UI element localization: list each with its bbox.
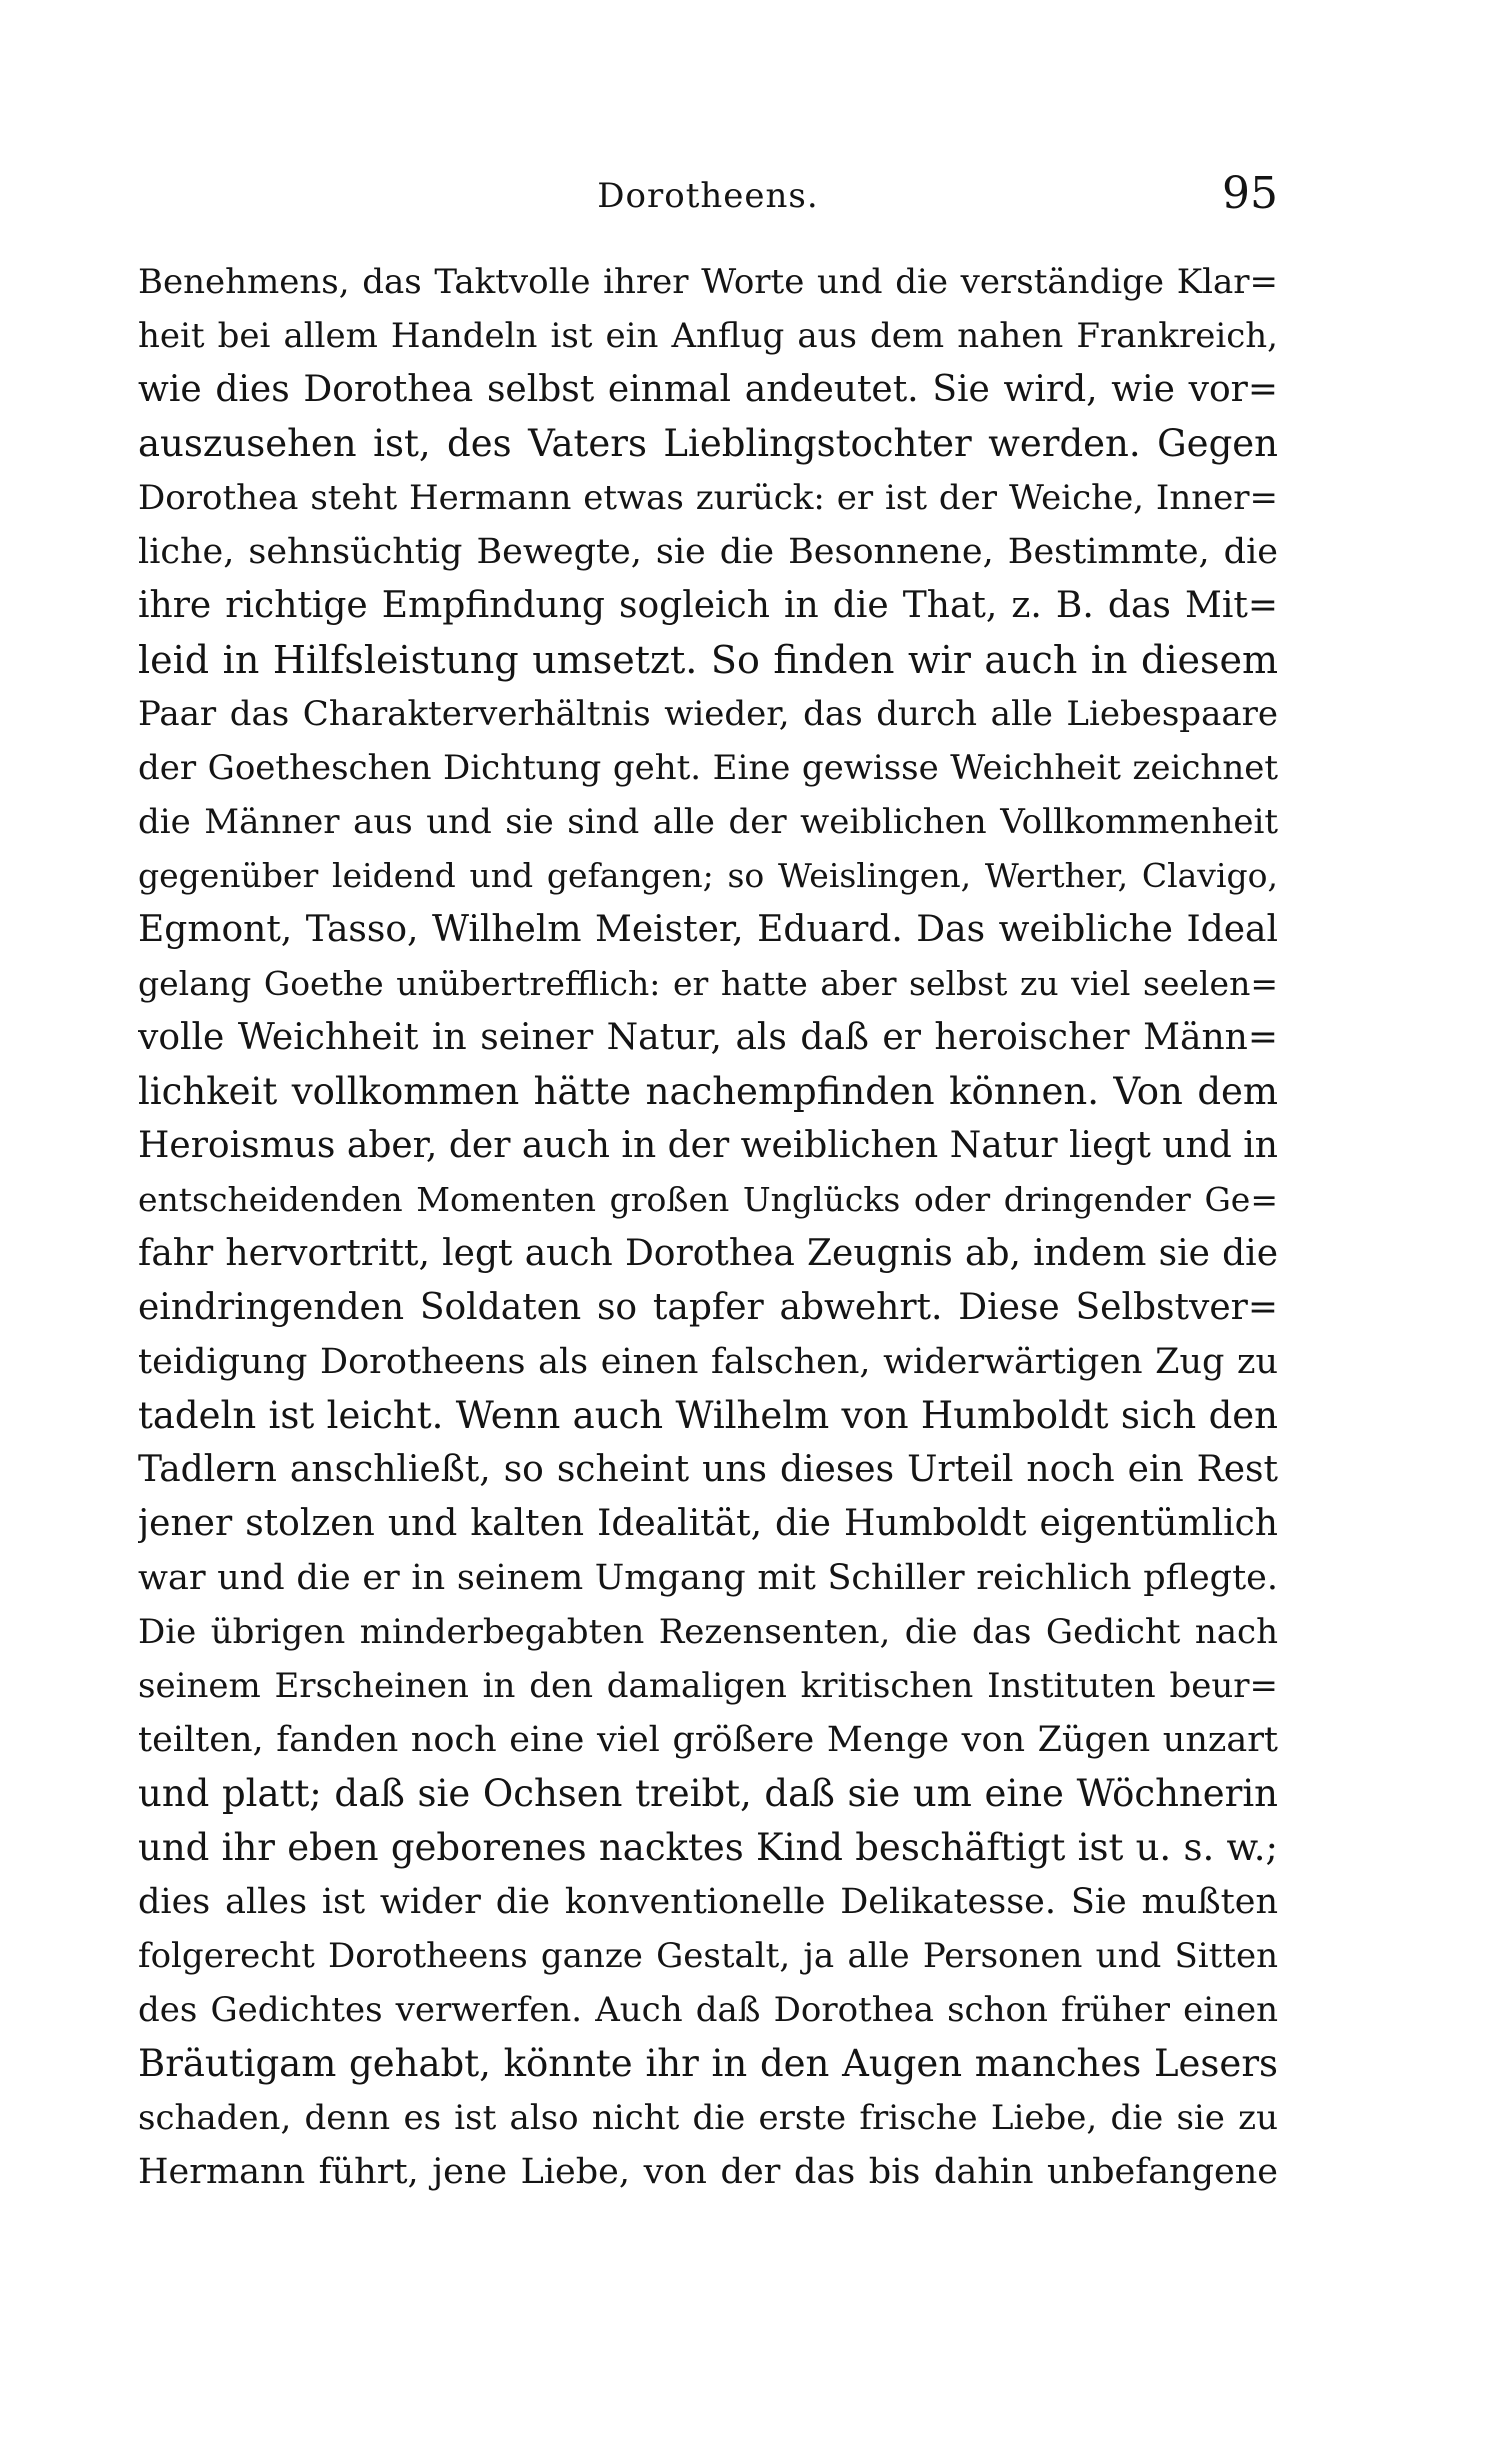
page-header [138,168,1278,228]
text-line: Tadlern anschließt, so scheint uns dieses Urteil noch ein Rest [138,1449,1278,1490]
text-line: Benehmens, das Taktvolle ihrer Worte und die verständige Klar= [138,262,1278,302]
text-line: Dorothea steht Hermann etwas zurück: er ist der Weiche, Inner= [138,478,1278,518]
text-line: und platt; daß sie Ochsen treibt, daß sie um eine Wöchnerin [138,1772,1278,1815]
text-line: teidigung Dorotheens als einen falschen, widerwärtigen Zug zu [138,1342,1278,1382]
running-head: Dorotheens. [597,176,819,216]
text-line: Egmont, Tasso, Wilhelm Meister, Eduard. Das weibliche Ideal [138,909,1278,950]
text-line: volle Weichheit in seiner Natur, als daß er heroischer Männ= [138,1017,1278,1058]
text-line: seinem Erscheinen in den damaligen kritischen Instituten beur= [138,1666,1278,1706]
text-line: liche, sehnsüchtig Bewegte, sie die Besonnene, Bestimmte, die [138,532,1278,572]
text-line: entscheidenden Momenten großen Unglücks oder dringender Ge= [138,1180,1278,1219]
text-line: der Goetheschen Dichtung geht. Eine gewisse Weichheit zeichnet [138,748,1278,788]
text-line: jener stolzen und kalten Idealität, die Humboldt eigentümlich [138,1503,1278,1544]
text-line: und ihr eben geborenes nacktes Kind beschäftigt ist u. s. w.; [138,1826,1278,1869]
text-line: Hermann führt, jene Liebe, von der das bis dahin unbefangene [138,2152,1278,2192]
text-line: Bräutigam gehabt, könnte ihr in den Augen manches Lesers [138,2042,1278,2085]
text-line: Die übrigen minderbegabten Rezensenten, die das Gedicht nach [138,1612,1278,1652]
text-line: wie dies Dorothea selbst einmal andeutet. Sie wird, wie vor= [138,369,1278,410]
text-line: eindringenden Soldaten so tapfer abwehrt. Diese Selbstver= [138,1287,1278,1328]
text-line: leid in Hilfsleistung umsetzt. So finden wir auch in diesem [138,638,1278,682]
text-line: auszusehen ist, des Vaters Lieblingstochter werden. Gegen [138,422,1278,465]
text-line: heit bei allem Handeln ist ein Anflug aus dem nahen Frankreich, [138,316,1278,356]
body-text [138,255,1278,2199]
text-line: schaden, denn es ist also nicht die erste frische Liebe, die sie zu [138,2098,1278,2138]
page-number: 95 [1222,168,1278,219]
text-line: teilten, fanden noch eine viel größere Menge von Zügen unzart [138,1720,1278,1760]
text-line: lichkeit vollkommen hätte nachempfinden können. Von dem [138,1070,1278,1113]
text-line: war und die er in seinem Umgang mit Schiller reichlich pflegte. [138,1558,1278,1598]
text-line: folgerecht Dorotheens ganze Gestalt, ja alle Personen und Sitten [138,1936,1278,1976]
text-line: dies alles ist wider die konventionelle Delikatesse. Sie mußten [138,1882,1278,1922]
text-line: gegenüber leidend und gefangen; so Weislingen, Werther, Clavigo, [138,856,1278,895]
text-line: Paar das Charakterverhältnis wieder, das durch alle Liebespaare [138,694,1278,734]
text-line: fahr hervortritt, legt auch Dorothea Zeugnis ab, indem sie die [138,1233,1278,1274]
text-line: des Gedichtes verwerfen. Auch daß Dorothea schon früher einen [138,1990,1278,2030]
text-line: die Männer aus und sie sind alle der weiblichen Vollkommenheit [138,802,1278,842]
text-line: tadeln ist leicht. Wenn auch Wilhelm von Humboldt sich den [138,1394,1278,1437]
text-line: Heroismus aber, der auch in der weiblichen Natur liegt und in [138,1125,1278,1166]
text-line: gelang Goethe unübertrefflich: er hatte aber selbst zu viel seelen= [138,964,1278,1003]
text-line: ihre richtige Empfindung sogleich in die That, z. B. das Mit= [138,585,1278,626]
